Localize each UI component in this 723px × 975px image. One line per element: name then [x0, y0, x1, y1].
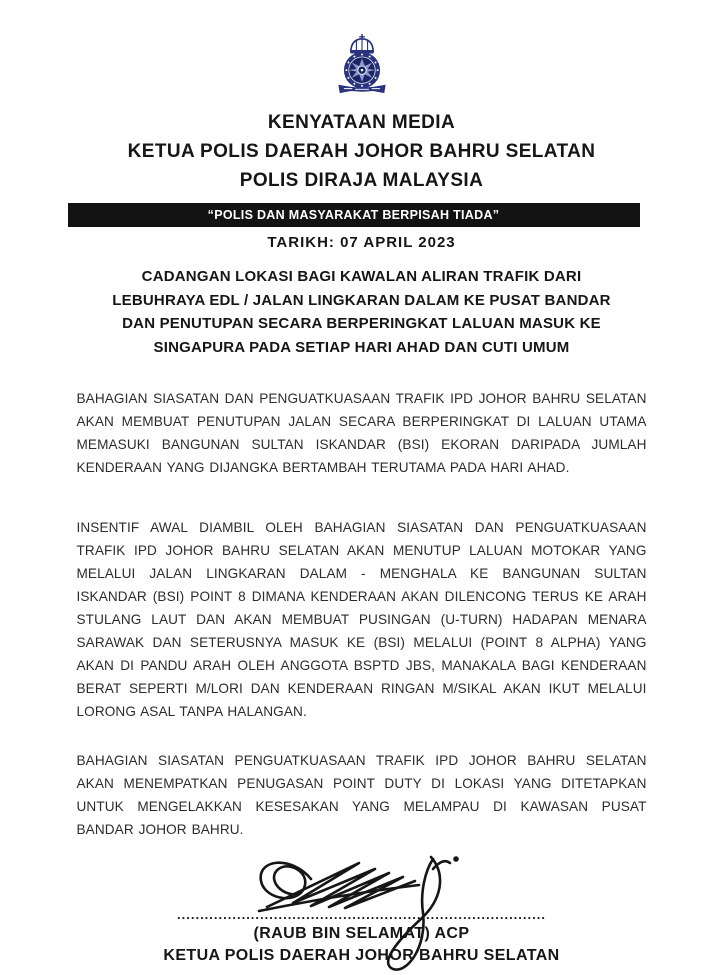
paragraph-1: BAHAGIAN SIASATAN DAN PENGUATKUASAAN TRAFIK IPD JOHOR BAHRU SELATAN AKAN MEMBUAT PENUTUPAN JALAN SECARA BERPERINGKAT DI LALUAN UTAMA MEMASUKI BANGUNAN SULTAN ISKANDAR (BSI) EKORAN DARIPADA JUMLAH KENDERAAN YANG DIJANGKA BERTAMBAH TERUTAMA PADA HARI AHAD.: [76, 391, 647, 475]
signature-block: [77, 857, 647, 975]
letterhead-title: [77, 108, 647, 195]
subject-line-4: SINGAPURA PADA SETIAP HARI AHAD DAN CUTI UMUM: [153, 338, 570, 356]
letterhead-title-line-1: KENYATAAN MEDIA: [267, 112, 456, 133]
motto-banner: “POLIS DAN MASYARAKAT BERPISAH TIADA”: [68, 203, 640, 227]
paragraph-3: BAHAGIAN SIASATAN PENGUATKUASAAN TRAFIK IPD JOHOR BAHRU SELATAN AKAN MENEMPATKAN PENUGASAN POINT DUTY DI LOKASI YANG DITETAPKAN UNTUK MENGELAKKAN KESESAKAN YANG MELAMPAU DI KAWASAN PUSAT BANDAR JOHOR BAHRU.: [76, 753, 647, 837]
letterhead-title-line-2: KETUA POLIS DAERAH JOHOR BAHRU SELATAN: [127, 141, 596, 162]
body-text: [77, 387, 647, 841]
handwritten-signature: [237, 849, 497, 975]
paragraph-2: INSENTIF AWAL DIAMBIL OLEH BAHAGIAN SIASATAN DAN PENGUATKUASAAN TRAFIK IPD JOHOR BAHRU SELATAN AKAN MENUTUP LALUAN MOTOKAR YANG MELALUI JALAN LINGKARAN DALAM - MENGHALA KE BANGUNAN SULTAN ISKANDAR (BSI) POINT 8 DIMANA KENDERAAN AKAN DILENCONG TERUS KE ARAH STULANG LAUT DAN AKAN MEMBUAT PUSINGAN (U-TURN) HADAPAN MENARA SARAWAK DAN SETERUSNYA MASUK KE (BSI) MELALUI (POINT 8 ALPHA) YANG AKAN DI PANDU ARAH OLEH ANGGOTA BSPTD JBS, MANAKALA BAGI KENDERAAN BERAT SEPERTI M/LORI DAN KENDERAAN RINGAN M/SIKAL AKAN IKUT MELALUI LORONG ASAL TANPA HALANGAN.: [76, 520, 647, 719]
subject-line-2: LEBUHRAYA EDL / JALAN LINGKARAN DALAM KE PUSAT BANDAR: [112, 291, 611, 309]
subject-line-3: DAN PENUTUPAN SECARA BERPERINGKAT LALUAN MASUK KE: [122, 315, 601, 332]
date-line: TARIKH: 07 APRIL 2023: [267, 234, 456, 251]
letterhead-title-line-3: POLIS DIRAJA MALAYSIA: [239, 170, 484, 191]
subject-heading: [77, 265, 647, 359]
letterhead-logo-area: [77, 0, 647, 103]
signature-dotted-line: ................................................................................: [177, 907, 546, 922]
signatory-name: (RAUB BIN SELAMAT) ACP: [253, 925, 470, 942]
subject-line-1: CADANGAN LOKASI BAGI KAWALAN ALIRAN TRAFIK DARI: [141, 268, 582, 285]
document-content: [77, 0, 647, 975]
signatory-role: KETUA POLIS DAERAH JOHOR BAHRU SELATAN: [163, 947, 560, 964]
police-crest-icon: [327, 34, 397, 98]
